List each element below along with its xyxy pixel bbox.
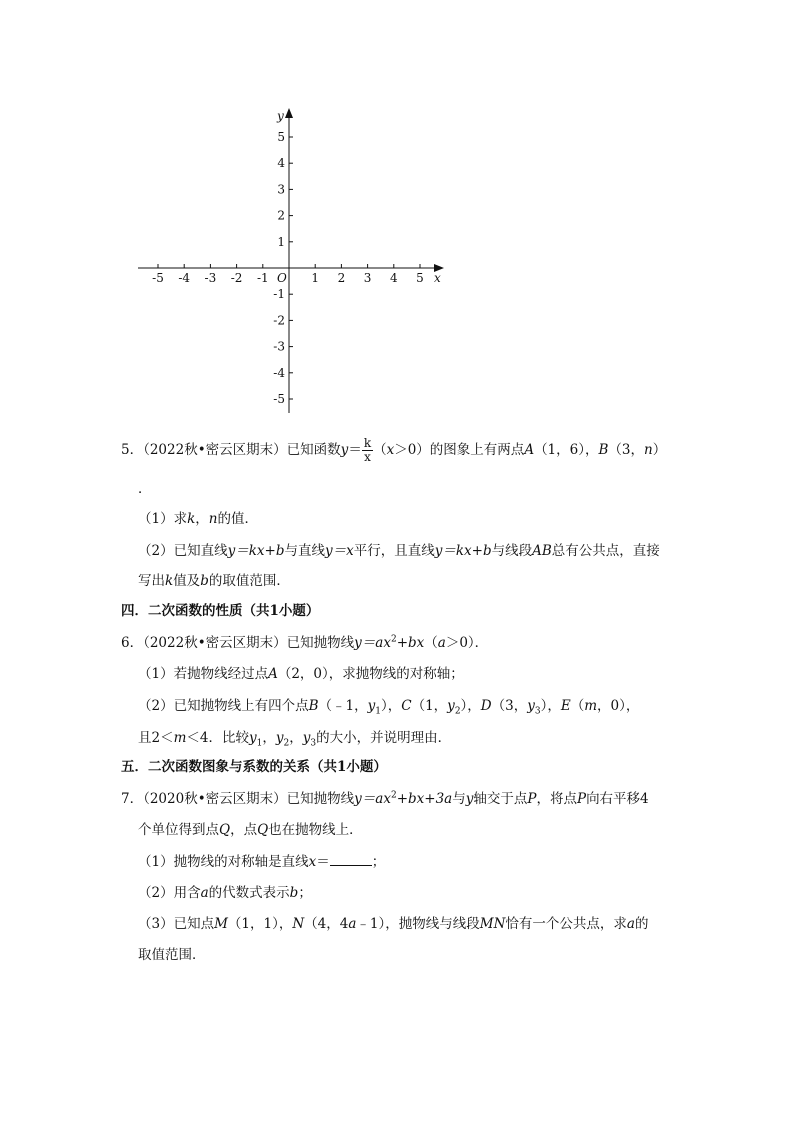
q6-part2-cont [138, 729, 451, 747]
text: （4，4 [304, 916, 349, 932]
math-var: k [187, 511, 196, 527]
subscript: 1 [256, 738, 263, 749]
text: ； [298, 885, 312, 901]
q7-part3 [138, 915, 648, 933]
text: ＝ [316, 854, 330, 870]
text: 平行，且直线 [353, 543, 435, 559]
q7-part1 [138, 853, 385, 871]
fraction-numerator: k [363, 436, 372, 450]
point-M: M [214, 916, 228, 932]
math-var: b [200, 573, 209, 589]
subscript: 3 [310, 738, 317, 749]
text: 与 [452, 791, 466, 807]
subscript: 3 [534, 706, 541, 717]
question-source: （2020秋•密云区期末）已知抛物线 [143, 791, 355, 807]
y-tick-label: -3 [273, 339, 285, 354]
x-tick-label: -4 [178, 271, 191, 285]
x-tick-label: -1 [256, 271, 269, 285]
math-var: m [584, 698, 598, 714]
math-expr: +bx+3a [396, 791, 453, 807]
point-N: N [292, 916, 305, 932]
text: （1）若抛物线经过点 [138, 666, 269, 682]
math-expr: y＝ax [354, 635, 391, 651]
text: ，将点 [536, 791, 577, 807]
question-number: 5． [121, 442, 144, 458]
text: ，0）， [597, 698, 640, 714]
math-expr: y＝x [324, 543, 354, 559]
origin-label: O [277, 271, 287, 285]
text: 的大小，并说明理由． [316, 730, 452, 746]
math-var: y [340, 442, 349, 458]
exponent: 2 [390, 634, 397, 645]
point-E: E [560, 698, 571, 714]
math-var: y [447, 698, 455, 714]
math-var: a [626, 916, 635, 932]
text: ＞0）的图象上有两点 [394, 442, 525, 458]
text: （ [373, 442, 387, 458]
x-tick-label: 1 [311, 271, 320, 285]
fraction-k-over-x [362, 437, 373, 464]
x-axis-label: x [434, 271, 441, 285]
math-var: n [208, 511, 218, 527]
section-heading: 四．二次函数的性质（共1小题） [121, 603, 320, 619]
y-tick-label: 3 [277, 182, 285, 197]
text: （3， [608, 442, 645, 458]
y-tick-label: -1 [273, 287, 285, 302]
text: 的代数式表示 [208, 885, 290, 901]
text: （3）已知点 [138, 916, 215, 932]
x-tick-label: -5 [152, 271, 164, 285]
text: （1）抛物线的对称轴是直线 [138, 854, 309, 870]
point-P: P [576, 791, 587, 807]
point-Q: Q [219, 822, 231, 838]
math-var: y [367, 698, 376, 714]
question-source: （2022秋•密云区期末）已知抛物线 [143, 635, 355, 651]
math-expr: y＝kx+b [227, 543, 285, 559]
q5-part2-cont [138, 572, 290, 590]
text: ）， [540, 698, 561, 714]
point-B: B [308, 698, 319, 714]
text: （2）用含 [138, 885, 201, 901]
text: （2，0），求抛物线的对称轴； [277, 666, 464, 682]
text: ＞0）． [445, 635, 489, 651]
point-B: B [598, 442, 609, 458]
x-tick-label: -2 [230, 271, 243, 285]
point-P: P [527, 791, 537, 807]
q5-stem [121, 437, 666, 464]
segment-MN: MN [479, 916, 506, 932]
math-var: y [527, 698, 535, 714]
math-var: x [308, 854, 317, 870]
text: ， [289, 730, 303, 746]
text: 个单位得到点 [138, 822, 219, 838]
math-var: y [249, 730, 257, 746]
point-A: A [524, 442, 535, 458]
text: 的值． [217, 511, 258, 527]
q5-part2 [138, 542, 660, 560]
x-tick-label: -3 [204, 271, 217, 285]
text: 与线段 [491, 543, 533, 559]
text: 恰有一个公共点，求 [505, 916, 627, 932]
question-number: 6． [121, 635, 144, 651]
text: 且2＜ [138, 730, 174, 746]
coordinate-axes [0, 0, 794, 440]
q7-stem [121, 790, 649, 808]
math-var: k [165, 573, 174, 589]
q5-part1 [138, 510, 258, 528]
answer-blank[interactable] [330, 853, 372, 866]
text: （1）求 [138, 511, 188, 527]
text: （ [424, 635, 438, 651]
math-expr: y＝kx+b [434, 543, 492, 559]
question-source: （2022秋•密云区期末）已知函数 [143, 442, 341, 458]
text: ）， [380, 698, 402, 714]
math-op: ＝ [348, 442, 362, 458]
math-var: b [289, 885, 299, 901]
x-tick-label: 4 [389, 271, 398, 285]
y-tick-label: 4 [277, 156, 285, 171]
text: ， [262, 730, 276, 746]
y-tick-label: -4 [273, 365, 285, 380]
q6-part2 [138, 697, 639, 715]
text: 写出 [138, 573, 165, 589]
text: ） [652, 442, 667, 458]
y-tick-label: 2 [277, 208, 285, 223]
x-tick-label: 5 [416, 271, 424, 285]
section-heading: 五．二次函数图象与系数的关系（共1小题） [121, 759, 387, 775]
math-var: a [200, 885, 209, 901]
text: 的取值范围． [208, 573, 290, 589]
q7-stem-cont [138, 821, 363, 839]
exponent: 2 [390, 790, 397, 801]
subscript: 2 [283, 738, 290, 749]
segment-AB: AB [532, 543, 552, 559]
question-number: 7． [121, 791, 144, 807]
q5-period: ． [138, 481, 152, 497]
text: 与直线 [284, 543, 325, 559]
point-C: C [401, 698, 412, 714]
text: ＜4．比较 [186, 730, 249, 746]
math-expr: +bx [396, 635, 425, 651]
text: （2）已知抛物线上有四个点 [138, 698, 309, 714]
text: 向右平移4 [586, 791, 649, 807]
q6-stem [121, 634, 488, 652]
math-var: y [465, 791, 474, 807]
text: （3， [491, 698, 528, 714]
q6-part1 [138, 665, 464, 683]
y-axis-label: y [277, 109, 284, 123]
math-var: n [644, 442, 653, 458]
x-tick-label: 3 [363, 271, 372, 285]
q7-part2 [138, 884, 312, 902]
text: ﹣1），抛物线与线段 [356, 916, 480, 932]
x-tick-label: 2 [337, 271, 346, 285]
text: （1， [411, 698, 448, 714]
math-var: y [275, 730, 284, 746]
math-var: x [386, 442, 395, 458]
text: ，点 [230, 822, 258, 838]
y-tick-label: -5 [273, 392, 285, 406]
text: （1，1）， [227, 916, 293, 932]
text: 轴交于点 [473, 791, 528, 807]
text: ， [195, 511, 209, 527]
subscript: 2 [454, 706, 461, 717]
text: ； [371, 854, 386, 870]
text: 值及 [173, 573, 201, 589]
subscript: 1 [375, 706, 381, 717]
fraction-denominator: x [364, 450, 371, 464]
math-var: a [348, 916, 357, 932]
text: 也在抛物线上． [268, 822, 363, 838]
y-axis-arrow [285, 108, 293, 118]
text: 总有公共点，直接 [551, 543, 660, 559]
text: 的 [634, 916, 649, 932]
point-A: A [268, 666, 278, 682]
text: （ [570, 698, 585, 714]
q7-part3-cont: 取值范围． [138, 947, 206, 963]
text: （1，6）， [534, 442, 599, 458]
text: （﹣1， [318, 698, 368, 714]
text: ）， [460, 698, 481, 714]
math-var: m [173, 730, 187, 746]
point-D: D [480, 698, 492, 714]
math-var: a [437, 635, 446, 651]
math-var: y [302, 730, 311, 746]
text: （2）已知直线 [138, 543, 228, 559]
y-tick-label: -2 [273, 313, 285, 328]
y-tick-label: 1 [277, 234, 285, 249]
math-expr: y＝ax [354, 791, 391, 807]
point-Q: Q [257, 822, 269, 838]
y-tick-label: 5 [277, 130, 285, 144]
